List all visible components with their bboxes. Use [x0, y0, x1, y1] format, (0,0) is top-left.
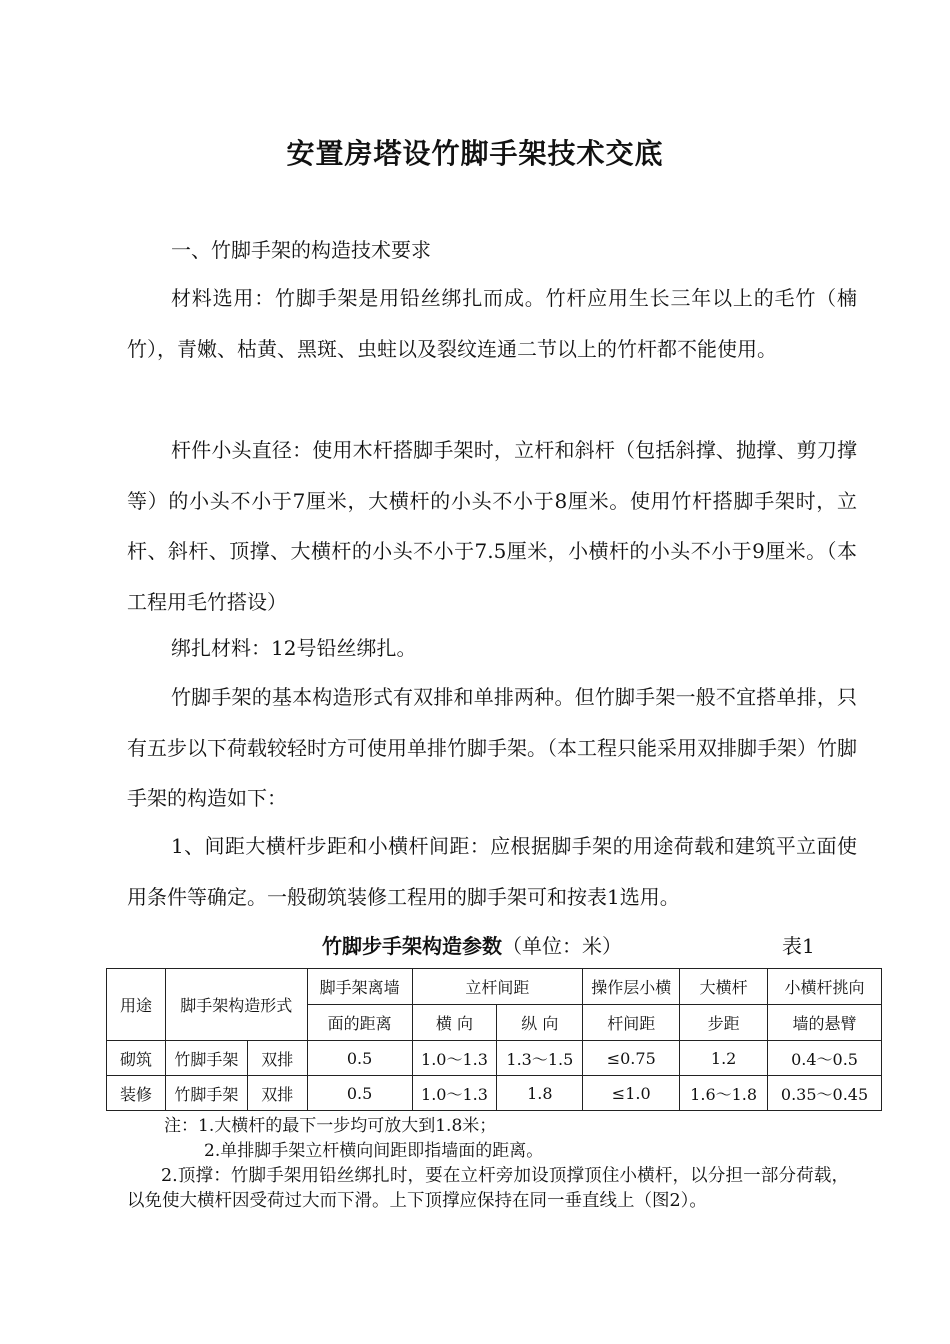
- header-work-layer-line1: 操作层小横: [583, 969, 680, 1005]
- cell-cantilever: 0.35～0.45: [768, 1076, 882, 1111]
- cell-rows: 双排: [247, 1041, 307, 1076]
- table-caption-unit: （单位：米）: [502, 934, 622, 958]
- table-caption-title: 竹脚步手架构造参数: [322, 934, 502, 958]
- header-big-bar-line2: 步距: [680, 1005, 768, 1041]
- parameter-table: [106, 968, 882, 1111]
- header-longitudinal: 纵 向: [497, 1005, 583, 1041]
- cell-type: 竹脚手架: [165, 1076, 247, 1111]
- note-2: 2.单排脚手架立杆横向间距即指墙面的距离。: [204, 1141, 544, 1161]
- paragraph-top-support: 2.顶撑：竹脚手架用铅丝绑扎时，要在立杆旁加设顶撑顶住小横杆，以分担一部分荷载，以免使大横杆因受荷过大而下滑。上下顶撑应保持在同一垂直线上（图2）。: [127, 1166, 849, 1211]
- header-wall-distance-line1: 脚手架离墙: [307, 969, 412, 1005]
- cell-use: 砌筑: [107, 1041, 166, 1076]
- cell-work: ≤0.75: [583, 1041, 680, 1076]
- cell-longitudinal: 1.8: [497, 1076, 583, 1111]
- paragraph-spacing: 1、间距大横杆步距和小横杆间距：应根据脚手架的用途荷载和建筑平立面使用条件等确定。一般砌筑装修工程用的脚手架可和按表1选用。: [127, 834, 857, 909]
- table-notes: [164, 1114, 543, 1164]
- header-work-layer-line2: 杆间距: [583, 1005, 680, 1041]
- paragraph-forms: 竹脚手架的基本构造形式有双排和单排两种。但竹脚手架一般不宜搭单排，只有五步以下荷载较轻时方可使用单排竹脚手架。（本工程只能采用双排脚手架）竹脚手架的构造如下：: [127, 685, 857, 810]
- header-cantilever-line1: 小横杆挑向: [768, 969, 882, 1005]
- cell-step: 1.6～1.8: [680, 1076, 768, 1111]
- table-number: 表1: [782, 934, 815, 958]
- cell-use: 装修: [107, 1076, 166, 1111]
- cell-wall: 0.5: [307, 1076, 412, 1111]
- header-form: 脚手架构造形式: [165, 969, 307, 1041]
- cell-longitudinal: 1.3～1.5: [497, 1041, 583, 1076]
- cell-cantilever: 0.4～0.5: [768, 1041, 882, 1076]
- cell-wall: 0.5: [307, 1041, 412, 1076]
- table-row: [107, 1076, 882, 1111]
- section-heading: 一、竹脚手架的构造技术要求: [171, 238, 431, 262]
- header-cantilever-line2: 墙的悬臂: [768, 1005, 882, 1041]
- note-1: 注：1.大横杆的最下一步均可放大到1.8米；: [164, 1116, 497, 1136]
- cell-type: 竹脚手架: [165, 1041, 247, 1076]
- paragraph-diameter: 杆件小头直径：使用木杆搭脚手架时，立杆和斜杆（包括斜撑、抛撑、剪刀撑等）的小头不小于7厘米，大横杆的小头不小于8厘米。使用竹杆搭脚手架时，立杆、斜杆、顶撑、大横杆的小头不小于7.5厘米，小横杆的小头不小于9厘米。（本工程用毛竹搭设）: [127, 438, 857, 614]
- table-header-row: [107, 969, 882, 1005]
- header-use: 用途: [107, 969, 166, 1041]
- header-wall-distance-line2: 面的距离: [307, 1005, 412, 1041]
- cell-step: 1.2: [680, 1041, 768, 1076]
- cell-work: ≤1.0: [583, 1076, 680, 1111]
- table-caption: [322, 930, 815, 959]
- header-big-bar-line1: 大横杆: [680, 969, 768, 1005]
- document-title: 安置房塔设竹脚手架技术交底: [286, 137, 664, 170]
- cell-transverse: 1.0～1.3: [412, 1041, 497, 1076]
- paragraph-binding: 绑扎材料：12号铅丝绑扎。: [171, 636, 417, 660]
- table-row: [107, 1041, 882, 1076]
- header-transverse: 横 向: [412, 1005, 497, 1041]
- header-pole-spacing: 立杆间距: [412, 969, 583, 1005]
- cell-transverse: 1.0～1.3: [412, 1076, 497, 1111]
- paragraph-materials: 材料选用：竹脚手架是用铅丝绑扎而成。竹杆应用生长三年以上的毛竹（楠竹），青嫩、枯黄、黑斑、虫蛀以及裂纹连通二节以上的竹杆都不能使用。: [127, 286, 857, 361]
- cell-rows: 双排: [247, 1076, 307, 1111]
